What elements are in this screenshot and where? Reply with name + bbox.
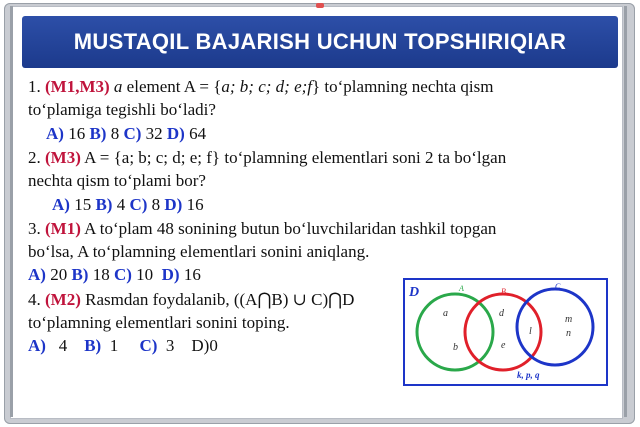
question-4-line-2: to‘plamning elementlari sonini toping. xyxy=(28,313,290,332)
venn-label-c: C xyxy=(555,282,561,291)
question-1-options: A) 16 B) 8 C) 32 D) 64 xyxy=(46,124,207,143)
title-banner xyxy=(22,16,618,68)
page-title: MUSTAQIL BAJARISH UCHUN TOPSHIRIQlAR xyxy=(73,29,567,54)
question-3-line-1: 3. (M1) A to‘plam 48 sonining butun bo‘luvchilaridan tashkil topgan xyxy=(28,219,497,238)
venn-element-d: d xyxy=(499,308,504,319)
question-1-code: (M1,M3) xyxy=(45,77,110,96)
venn-element-b: b xyxy=(453,342,458,353)
venn-diagram xyxy=(403,278,608,386)
question-3-line-2: bo‘lsa, A to‘plamning elementlari sonini aniqlang. xyxy=(28,242,370,261)
question-3-options: A) 20 B) 18 C) 10 D) 16 xyxy=(28,265,201,284)
venn-outside-elements: k, p, q xyxy=(517,370,540,380)
question-1-line-2: to‘plamiga tegishli bo‘ladi? xyxy=(28,100,216,119)
question-4-line-1: 4. (M2) Rasmdan foydalanib, ((A⋂B) ∪ C)⋂D xyxy=(28,290,355,309)
question-2-code: (M3) xyxy=(45,148,81,167)
venn-label-b: B xyxy=(501,287,506,296)
right-bracket xyxy=(624,6,627,417)
question-1-var: a xyxy=(113,77,123,96)
venn-element-n: n xyxy=(566,328,571,339)
venn-element-e: e xyxy=(501,340,506,351)
question-3-code: (M1) xyxy=(45,219,81,238)
question-2-options: A) 15 B) 4 C) 8 D) 16 xyxy=(52,195,204,214)
venn-element-l: l xyxy=(529,326,532,337)
board-peg xyxy=(316,3,324,8)
question-4-code: (M2) xyxy=(45,290,81,309)
venn-label-a: A xyxy=(459,284,464,293)
question-2-line-1: 2. (M3) A = {a; b; c; d; e; f} to‘plamning elementlari soni 2 ta bo‘lgan xyxy=(28,148,507,167)
venn-element-a: a xyxy=(443,308,448,319)
venn-universe-label: D xyxy=(409,285,420,300)
venn-element-m: m xyxy=(565,314,573,325)
question-2-line-2: nechta qism to‘plami bor? xyxy=(28,171,206,190)
question-4-options: A) 4 B) 1 C) 3 D)0 xyxy=(28,336,218,355)
venn-circle-a xyxy=(417,294,493,370)
question-1-line-1: 1. (M1,M3) a element A = {a; b; c; d; e;f} to‘plamning nechta qism xyxy=(28,77,494,96)
left-bracket xyxy=(10,6,13,417)
